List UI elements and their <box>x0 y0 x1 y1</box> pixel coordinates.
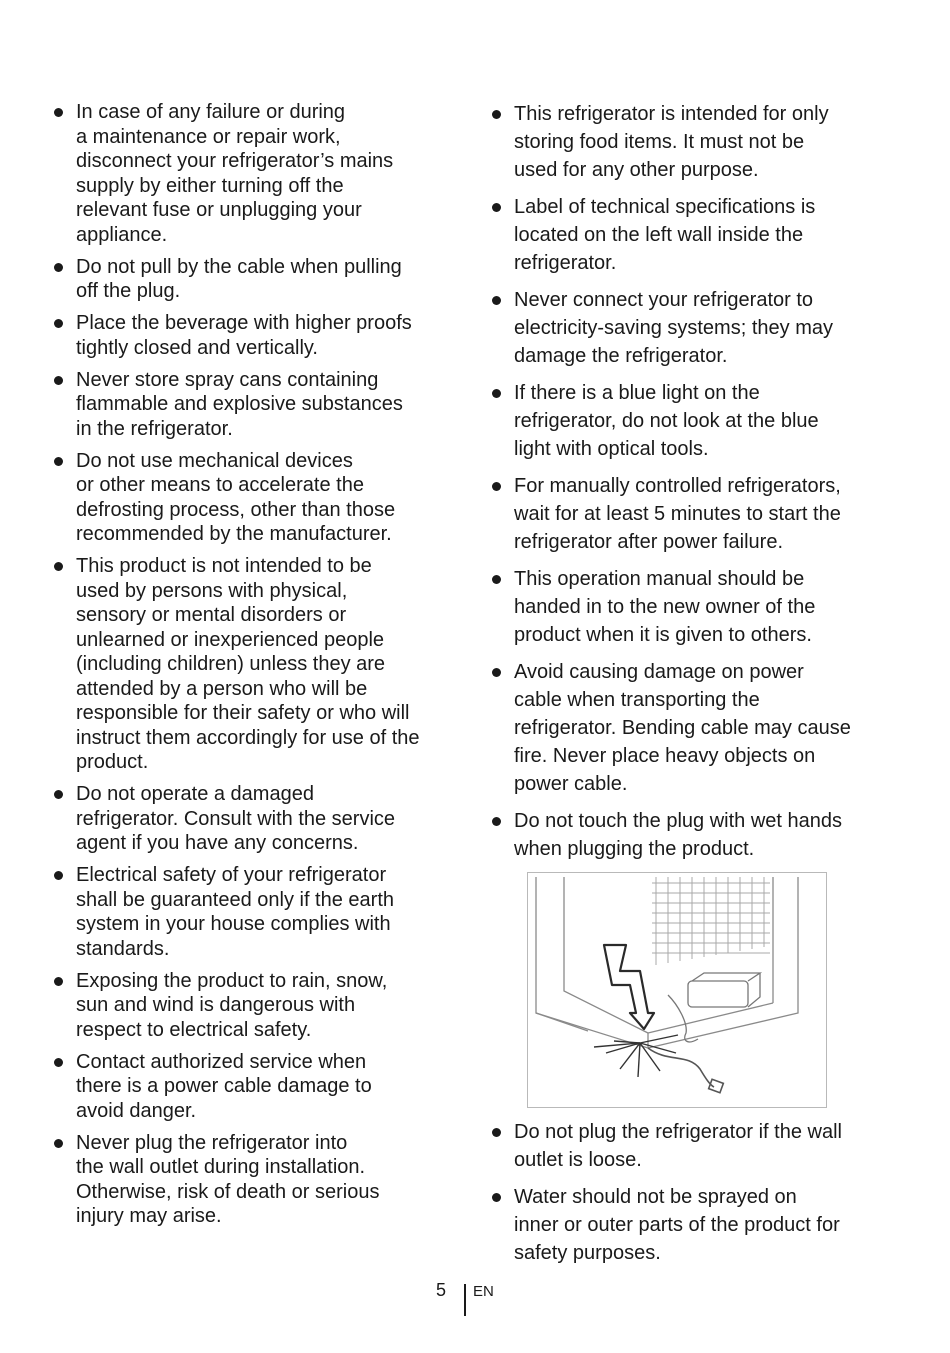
safety-item-text: Do not pull by the cable when pulling off the plug. <box>76 255 402 302</box>
bullet-icon <box>492 1128 501 1137</box>
bullet-icon <box>54 977 63 986</box>
safety-item-text: Never connect your refrigerator to electricity-saving systems; they may damage the refrigerator. <box>514 289 833 367</box>
safety-item-text: This product is not intended to be used by persons with physical, sensory or mental disorders or unlearned or inexperienced people (including children) unless they are attended by a person who will be responsible for their safety or who will instruct them accordingly for use of the product. <box>76 555 420 773</box>
bullet-icon <box>54 871 63 880</box>
bullet-icon <box>492 482 501 491</box>
safety-item-text: Avoid causing damage on power cable when transporting the refrigerator. Bending cable may cause fire. Never place heavy objects on power cable. <box>514 661 851 795</box>
refrigerator-plug-hazard-icon <box>528 873 825 1106</box>
safety-item-text: Never store spray cans containing flammable and explosive substances in the refrigerator. <box>76 368 403 440</box>
safety-list-item <box>490 100 880 184</box>
safety-item-text: Water should not be sprayed on inner or outer parts of the product for safety purposes. <box>514 1186 840 1264</box>
safety-list-item <box>490 379 880 463</box>
bullet-icon <box>54 562 63 571</box>
safety-item-text: This operation manual should be handed in to the new owner of the product when it is given to others. <box>514 568 816 646</box>
safety-list-item <box>490 472 880 556</box>
safety-item-text: Exposing the product to rain, snow, sun and wind is dangerous with respect to electrical safety. <box>76 969 388 1041</box>
safety-list-item <box>490 658 880 798</box>
safety-list-item <box>52 1050 452 1124</box>
safety-list-item <box>52 368 452 442</box>
page-number: 5 <box>436 1280 447 1300</box>
safety-item-text: Contact authorized service when there is a power cable damage to avoid danger. <box>76 1050 372 1122</box>
electric-hazard-illustration <box>527 872 827 1108</box>
safety-list-item <box>52 100 452 247</box>
safety-list-item <box>52 311 452 360</box>
safety-list-item <box>490 807 880 863</box>
bullet-icon <box>492 575 501 584</box>
safety-item-text: Electrical safety of your refrigerator shall be guaranteed only if the earth system in your house complies with standards. <box>76 864 394 960</box>
bullet-icon <box>54 457 63 466</box>
safety-item-text: Do not use mechanical devices or other means to accelerate the defrosting process, other than those recommended by the manufacturer. <box>76 449 396 545</box>
bullet-icon <box>54 1058 63 1067</box>
safety-item-text: This refrigerator is intended for only storing food items. It must not be used for any other purpose. <box>514 103 829 181</box>
safety-item-text: If there is a blue light on the refrigerator, do not look at the blue light with optical tools. <box>514 382 819 460</box>
safety-item-text: Do not operate a damaged refrigerator. Consult with the service agent if you have any concerns. <box>76 783 396 854</box>
safety-list-item <box>52 863 452 961</box>
bullet-icon <box>492 389 501 398</box>
right-safety-list <box>490 100 880 872</box>
bullet-icon <box>54 376 63 385</box>
safety-list-item <box>490 1183 880 1267</box>
safety-item-text: Do not touch the plug with wet hands when plugging the product. <box>514 810 842 860</box>
bullet-icon <box>492 296 501 305</box>
safety-item-text: Label of technical specifications is located on the left wall inside the refrigerator. <box>514 196 816 274</box>
bullet-icon <box>54 319 63 328</box>
page-footer <box>0 1278 950 1318</box>
safety-list-item <box>52 449 452 547</box>
safety-list-item <box>52 969 452 1043</box>
bullet-icon <box>54 108 63 117</box>
safety-item-text: For manually controlled refrigerators, wait for at least 5 minutes to start the refrigerator after power failure. <box>514 475 841 553</box>
safety-list-item <box>490 565 880 649</box>
safety-list-item <box>52 554 452 775</box>
safety-list-item <box>52 1131 452 1229</box>
safety-list-item <box>52 255 452 304</box>
safety-list-item <box>490 193 880 277</box>
bullet-icon <box>54 790 63 799</box>
safety-list-item <box>52 782 452 856</box>
safety-list-item <box>490 1118 880 1174</box>
left-safety-list <box>52 100 452 1236</box>
safety-item-text: Never plug the refrigerator into the wall outlet during installation. Otherwise, risk of death or serious injury may arise. <box>76 1131 380 1227</box>
bullet-icon <box>492 1193 501 1202</box>
right-safety-list-lower <box>490 1118 880 1276</box>
safety-item-text: Place the beverage with higher proofs tightly closed and vertically. <box>76 312 412 359</box>
bullet-icon <box>492 668 501 677</box>
language-code: EN <box>473 1283 494 1300</box>
bullet-icon <box>492 203 501 212</box>
bullet-icon <box>492 817 501 826</box>
bullet-icon <box>54 263 63 272</box>
bullet-icon <box>54 1139 63 1148</box>
safety-item-text: In case of any failure or during a maintenance or repair work, disconnect your refrigerator’s mains supply by either turning off the relevant fuse or unplugging your appliance. <box>76 101 394 246</box>
footer-divider <box>464 1284 466 1316</box>
bullet-icon <box>492 110 501 119</box>
safety-list-item <box>490 286 880 370</box>
safety-item-text: Do not plug the refrigerator if the wall outlet is loose. <box>514 1121 842 1171</box>
